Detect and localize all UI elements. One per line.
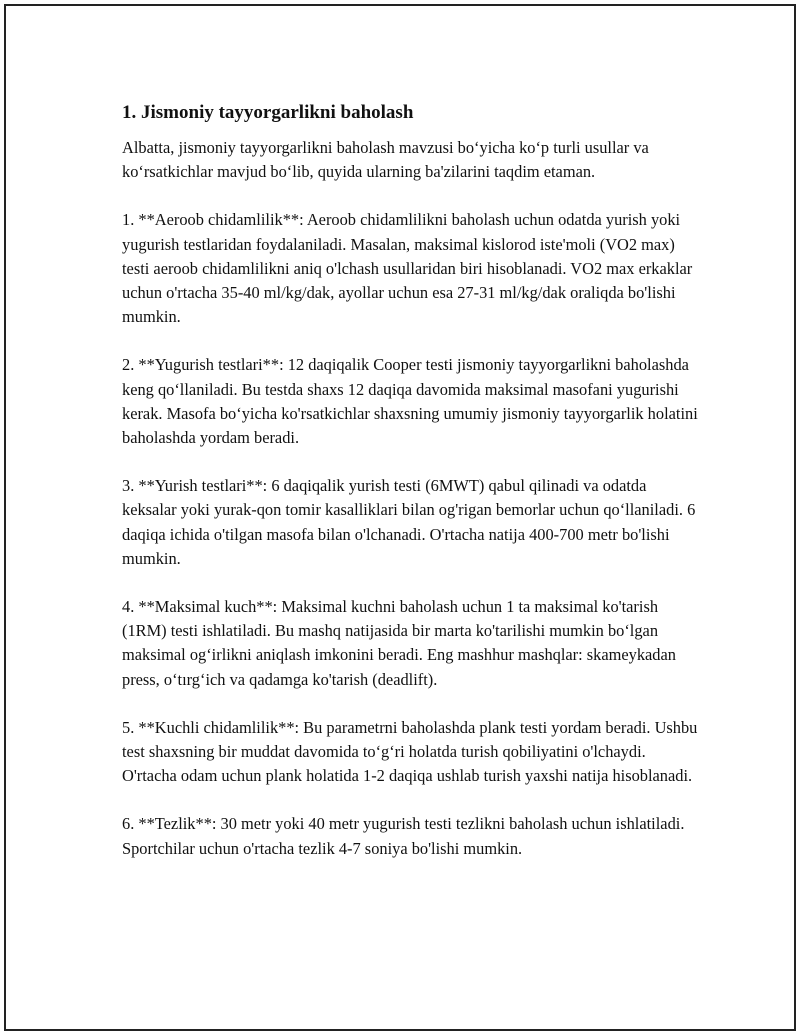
document-title: 1. Jismoniy tayyorgarlikni baholash xyxy=(122,102,414,123)
document-body xyxy=(122,100,702,885)
paragraph-walking-tests: 3. **Yurish testlari**: 6 daqiqalik yurish testi (6MWT) qabul qilinadi va odatda keksalar yoki yurak-qon tomir kasalliklari bilan og'rigan bemorlar uchun qo‘llaniladi. 6 daqiqa ichida o'tilgan masofa bilan o'lchanadi. O'rtacha natija 400-700 metr bo'lishi mumkin. xyxy=(122,476,696,568)
paragraph-strength-endurance: 5. **Kuchli chidamlilik**: Bu parametrni baholashda plank testi yordam beradi. Ushbu test shaxsning bir muddat davomida to‘g‘ri holatda turish qobiliyatini o'lchaydi. O'rtacha odam uchun plank holatida 1-2 daqiqa ushlab turish yaxshi natija hisoblanadi. xyxy=(122,717,698,786)
paragraph-speed: 6. **Tezlik**: 30 metr yoki 40 metr yugurish testi tezlikni baholash uchun ishlatiladi. Sportchilar uchun o'rtacha tezlik 4-7 soniya bo'lishi mumkin. xyxy=(122,814,685,858)
paragraph-maximal-strength: 4. **Maksimal kuch**: Maksimal kuchni baholash uchun 1 ta maksimal ko'tarish (1RM) testi ishlatiladi. Bu mashq natijasida bir marta ko'tarilishi mumkin bo‘lgan maksimal og‘irlikni aniqlash imkonini beradi. Eng mashhur mashqlar: skameykadan press, o‘tırg‘ich va qadamga ko'tarish (deadlift). xyxy=(122,597,676,689)
paragraph-aerobic-endurance: 1. **Aeroob chidamlilik**: Aeroob chidamlilikni baholash uchun odatda yurish yoki yugurish testlaridan foydalaniladi. Masalan, maksimal kislorod iste'moli (VO2 max) testi aeroob chidamlilikni aniq o'lchash usullaridan biri hisoblanadi. VO2 max erkaklar uchun o'rtacha 35-40 ml/kg/dak, ayollar uchun esa 27-31 ml/kg/dak oraliqda bo'lishi mumkin. xyxy=(122,210,693,327)
intro-paragraph: Albatta, jismoniy tayyorgarlikni baholash mavzusi bo‘yicha ko‘p turli usullar va ko‘rsatkichlar mavjud bo‘lib, quyida ularning ba'zilarini taqdim etaman. xyxy=(122,138,649,182)
page-frame xyxy=(4,4,796,1031)
paragraph-running-tests: 2. **Yugurish testlari**: 12 daqiqalik Cooper testi jismoniy tayyorgarlikni baholashda keng qo‘llaniladi. Bu testda shaxs 12 daqiqa davomida maksimal masofani yugurishi kerak. Masofa bo‘yicha ko'rsatkichlar shaxsning umumiy jismoniy tayyorgarlik holatini baholashda yordam beradi. xyxy=(122,355,698,448)
